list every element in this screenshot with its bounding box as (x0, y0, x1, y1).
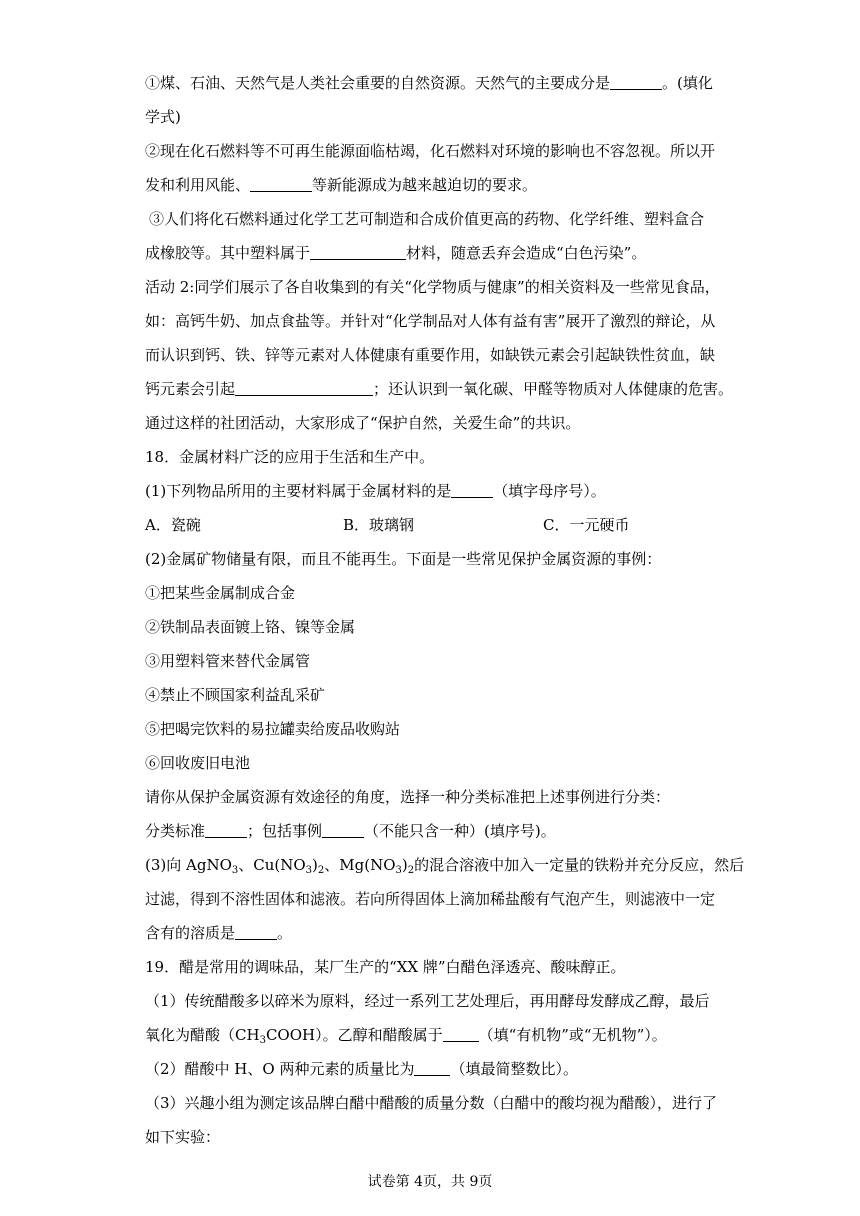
text: ④禁止不顾国家利益乱采矿 (145, 686, 326, 704)
answer-blank[interactable] (443, 1026, 479, 1042)
text: 的混合溶液中加入一定量的铁粉并充分反应，然后 (414, 856, 745, 874)
text: （2）醋酸中 H、O 两种元素的质量比为 (145, 1060, 415, 1078)
subscript: 3 (305, 865, 313, 876)
text: 如下实验： (145, 1128, 221, 1146)
example-item (145, 753, 725, 773)
answer-blank[interactable] (310, 244, 406, 260)
example-item (145, 617, 725, 637)
text: 通过这样的社团活动，大家形成了“保护自然，关爱生命”的共识。 (145, 414, 581, 432)
answer-blank[interactable] (322, 822, 364, 838)
text: （填最简整数比）。 (450, 1060, 578, 1078)
text: ③用塑料管来替代金属管 (145, 652, 311, 670)
answer-blank[interactable] (610, 74, 662, 90)
text: 而认识到钙、铁、锌等元素对人体健康有重要作用，如缺铁元素会引起缺铁性贫血，缺 (145, 346, 716, 364)
answer-blank[interactable] (414, 1060, 450, 1076)
example-item (145, 685, 725, 705)
subscript: 2 (317, 865, 325, 876)
example-item (145, 651, 725, 671)
text: ；还认识到一氧化碳、甲醛等物质对人体健康的危害。 (373, 380, 734, 398)
text: 等新能源成为越来越迫切的要求。 (312, 176, 538, 194)
text-line (145, 855, 745, 876)
answer-blank[interactable] (451, 482, 493, 498)
text: （填“有机物”或“无机物”）。 (478, 1026, 667, 1044)
text: 材料，随意丢弃会造成“白色污染”。 (406, 244, 647, 262)
text-line (145, 175, 725, 195)
text-line (149, 209, 729, 229)
text: (2)金属矿物储量有限，而且不能再生。下面是一些常见保护金属资源的事例： (145, 550, 662, 568)
text-line (145, 889, 725, 909)
text: 过滤，得到不溶性固体和滤液。若向所得固体上滴加稀盐酸有气泡产生，则滤液中一定 (145, 890, 716, 908)
text: 19．醋是常用的调味品，某厂生产的“XX 牌”白醋色泽透亮、酸味醇正。 (145, 958, 626, 976)
text: 学式) (145, 108, 181, 126)
text-line (145, 549, 725, 569)
text: 分类标准 (145, 822, 206, 840)
text-line (145, 991, 725, 1011)
text: 。(填化 (662, 74, 713, 92)
answer-blank[interactable] (235, 924, 277, 940)
text-line (145, 345, 725, 365)
option-b: B．玻璃钢 (343, 516, 415, 534)
text: 含有的溶质是 (145, 924, 236, 942)
answer-blank[interactable] (250, 176, 312, 192)
text-line (145, 243, 725, 263)
text-line (145, 311, 725, 331)
text: 请你从保护金属资源有效途径的角度，选择一种分类标准把上述事例进行分类： (145, 788, 671, 806)
text-line (145, 379, 734, 399)
text: (1)下列物品所用的主要材料属于金属材料的是 (145, 482, 452, 500)
text-line (145, 107, 725, 127)
text-line (145, 923, 725, 943)
text-line (145, 1059, 725, 1079)
subscript: 3 (259, 1035, 266, 1046)
text: 成橡胶等。其中塑料属于 (145, 244, 311, 262)
text: ⑥回收废旧电池 (145, 754, 251, 772)
text: 18．金属材料广泛的应用于生活和生产中。 (145, 448, 435, 466)
text: 发和利用风能、 (145, 176, 251, 194)
answer-blank[interactable] (205, 822, 247, 838)
text: （不能只含一种）(填序号)。 (364, 822, 556, 840)
text-line (145, 481, 725, 501)
text-line (145, 277, 725, 297)
text: ③人们将化石燃料通过化学工艺可制造和合成价值更高的药物、化学纤维、塑料盒合 (149, 210, 705, 228)
example-item (145, 719, 725, 739)
text: ②现在化石燃料等不可再生能源面临枯竭，化石燃料对环境的影响也不容忽视。所以开 (145, 142, 716, 160)
question-18-stem (145, 447, 725, 467)
text-line (145, 73, 725, 93)
option-a: A．瓷碗 (145, 516, 201, 534)
subscript: 3 (395, 865, 402, 876)
text-line (145, 1025, 725, 1045)
example-item (145, 583, 725, 603)
subscript: 3 (231, 865, 239, 876)
text: 氧化为醋酸（CH (145, 1026, 260, 1044)
subscript: 2 (407, 865, 415, 876)
text: (3)向 AgNO (145, 856, 232, 874)
text: ) (312, 856, 318, 874)
text-line (145, 787, 725, 807)
answer-blank[interactable] (235, 380, 373, 396)
text: 钙元素会引起 (145, 380, 236, 398)
text-line (145, 413, 725, 433)
text: （填字母序号）。 (493, 482, 606, 500)
text-line (145, 1127, 725, 1147)
text: COOH）。乙醇和醋酸属于 (265, 1026, 443, 1044)
text: ) (401, 856, 408, 874)
text: （3）兴趣小组为测定该品牌白醋中醋酸的质量分数（白醋中的酸均视为醋酸），进行了 (145, 1094, 718, 1112)
text-line (145, 141, 725, 161)
text: 如：高钙牛奶、加点食盐等。并针对“化学制品对人体有益有害”展开了激烈的辩论，从 (145, 312, 716, 330)
text: 、Cu(NO (238, 856, 306, 874)
text: （1）传统醋酸多以碎米为原料，经过一系列工艺处理后，再用酵母发酵成乙醇，最后 (145, 992, 710, 1010)
text-line (145, 1093, 725, 1113)
text: ①把某些金属制成合金 (145, 584, 296, 602)
text: ；包括事例 (247, 822, 323, 840)
question-19-stem (145, 957, 725, 977)
text: ②铁制品表面镀上铬、镍等金属 (145, 618, 356, 636)
text: ⑤把喝完饮料的易拉罐卖给废品收购站 (145, 720, 401, 738)
option-c: C．一元硬币 (543, 516, 630, 534)
page-footer: 试卷第 4页，共 9页 (367, 1174, 493, 1190)
text-line (145, 821, 725, 841)
text: ①煤、石油、天然气是人类社会重要的自然资源。天然气的主要成分是 (145, 74, 611, 92)
text: 活动 2:同学们展示了各自收集到的有关“化学物质与健康”的相关资料及一些常见食品， (145, 278, 720, 296)
text: 。 (277, 924, 293, 942)
text: 、Mg(NO (324, 856, 396, 874)
